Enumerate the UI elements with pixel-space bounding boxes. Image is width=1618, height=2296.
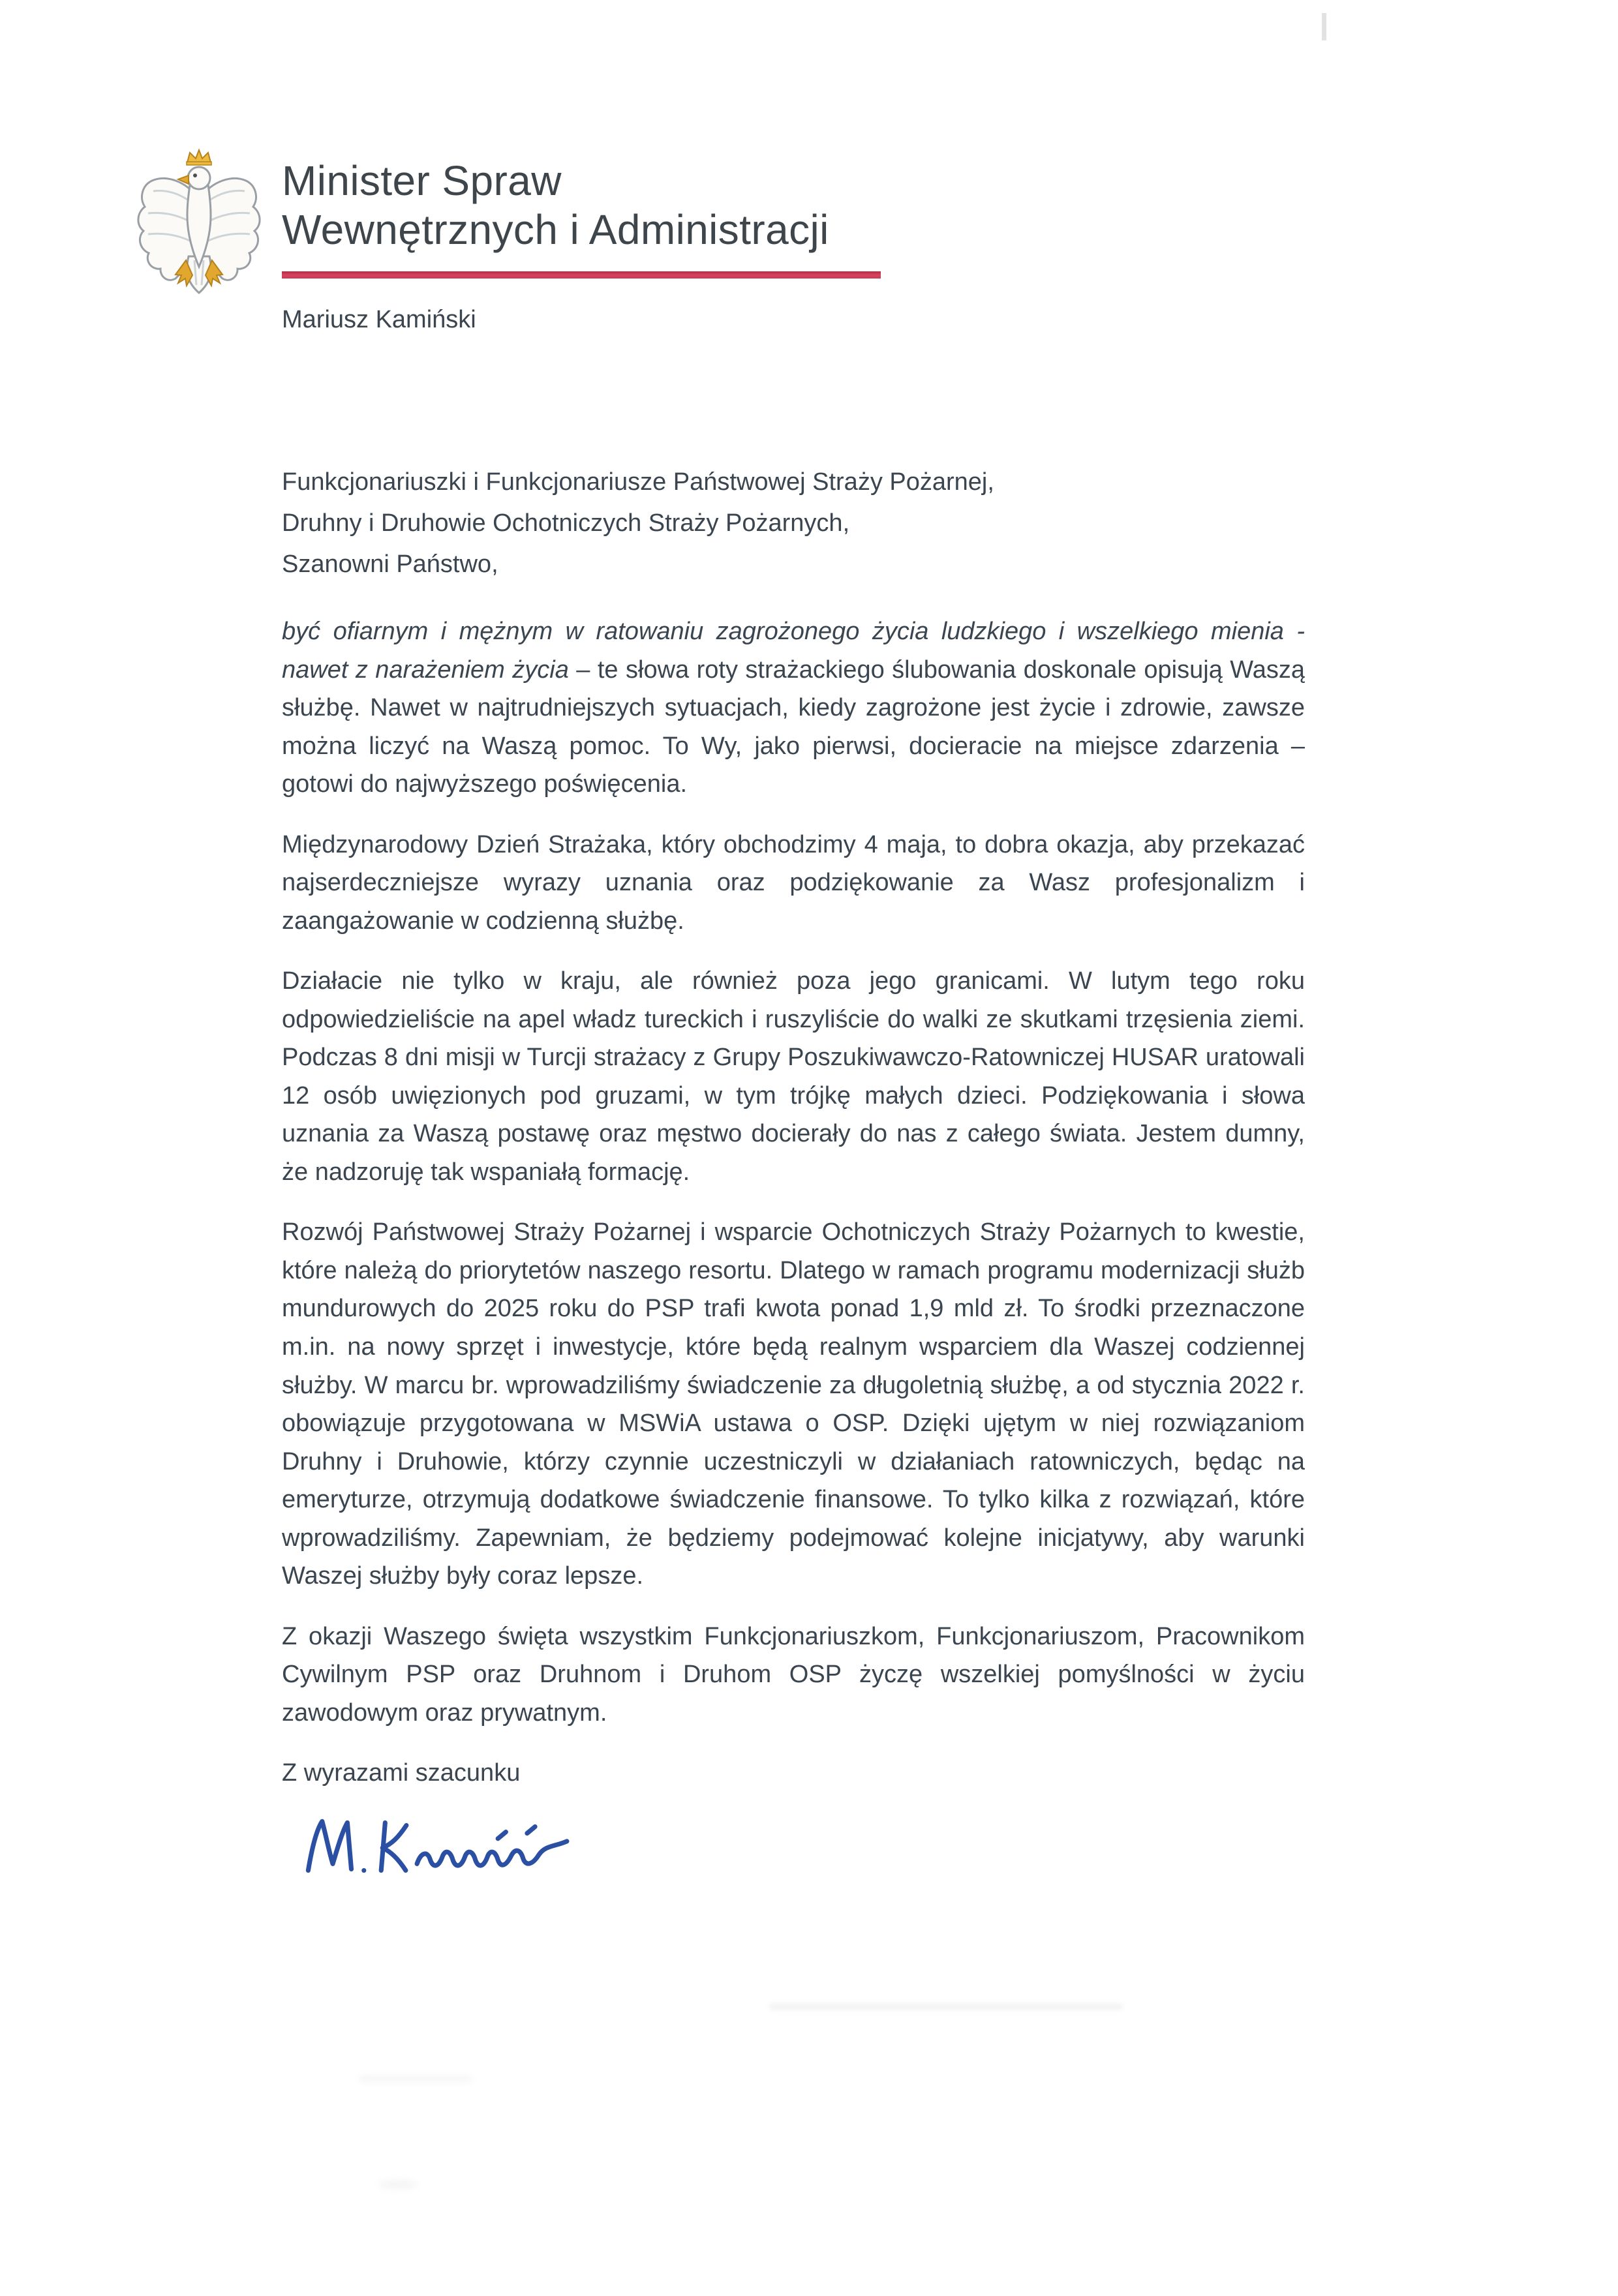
scan-artifact — [770, 2004, 1122, 2010]
salutation-line: Szanowni Państwo, — [282, 551, 498, 579]
signature-ink-icon — [282, 1808, 621, 1888]
paragraph-1 — [282, 612, 1305, 804]
paragraph-4: Rozwój Państwowej Straży Pożarnej i wsparcie Ochotniczych Straży Pożarnych to kwestie, które należą do priorytetów naszego resortu. Dlatego w ramach programu modernizacji służb mundurowych do 2025 roku do PSP trafi kwota ponad 1,9 mld zł. To środki przeznaczone m.in. na nowy sprzęt i inwestycje, które będą realnym wsparciem dla Waszej codziennej służby. W marcu br. wprowadziliśmy świadczenie za długoletnią służbę, a od stycznia 2022 r. obowiązuje przygotowana w MSWiA ustawa o OSP. Dzięki ujętym w niej rozwiązaniom Druhny i Druhowie, którzy czynnie uczestniczyli w działaniach ratowniczych, będąc na emeryturze, otrzymują dodatkowe świadczenie finansowe. To tylko kilka z rozwiązań, które wprowadziliśmy. Zapewniam, że będziemy podejmować kolejne inicjatywy, aby warunki Waszej służby były coraz lepsze. — [282, 1218, 1305, 1590]
scan-artifact — [360, 2076, 471, 2082]
oath-quote-italic: być ofiarnym i mężnym w ratowaniu zagrożonego życia ludzkiego i wszelkiego mienia - nawet z narażeniem życia — [282, 618, 1305, 684]
minister-name: Mariusz Kamiński — [282, 305, 476, 333]
letter-body — [282, 462, 1305, 1888]
letterhead-text — [282, 157, 881, 334]
paragraph-3: Działacie nie tylko w kraju, ale również poza jego granicami. W lutym tego roku odpowiedzieliście na apel władz tureckich i ruszyliście do walki ze skutkami trzęsienia ziemi. Podczas 8 dni misji w Turcji strażacy z Grupy Poszukiwawczo-Ratowniczej HUSAR uratowali 12 osób uwięzionych pod gruzami, w tym trójkę małych dzieci. Podziękowania i słowa uznania za Waszą postawę oraz męstwo docierały do nas z całego świata. Jestem dumny, że nadzoruję tak wspaniałą formację. — [282, 967, 1305, 1186]
paragraph-1-rest: – te słowa roty strażackiego ślubowania doskonale opisują Waszą służbę. Nawet w najtrudniejszych sytuacjach, kiedy zagrożone jest życie i zdrowie, zawsze można liczyć na Waszą pomoc. To Wy, jako pierwsi, docieracie na miejsce zdarzenia – gotowi do najwyższego poświęcenia. — [282, 656, 1305, 798]
scan-artifact — [378, 2180, 418, 2189]
ministry-title-line2: Wewnętrznych i Administracji — [282, 205, 829, 253]
accent-bar — [282, 271, 881, 279]
ministry-title — [282, 157, 881, 254]
paragraph-2: Międzynarodowy Dzień Strażaka, który obchodzimy 4 maja, to dobra okazja, aby przekazać najserdeczniejsze wyrazy uznania oraz podziękowanie za Wasz profesjonalizm i zaangażowanie w codzienną służbę. — [282, 830, 1305, 935]
closing-line: Z wyrazami szacunku — [282, 1759, 521, 1787]
scan-artifact — [1322, 13, 1326, 40]
eagle-icon — [134, 147, 264, 305]
handwritten-signature — [282, 1808, 621, 1888]
salutation — [282, 462, 1305, 585]
salutation-line: Druhny i Druhowie Ochotniczych Straży Pożarnych, — [282, 509, 850, 537]
paragraph-5: Z okazji Waszego święta wszystkim Funkcjonariuszkom, Funkcjonariuszom, Pracownikom Cywilnym PSP oraz Druhnom i Druhom OSP życzę wszelkiej pomyślności w życiu zawodowym oraz prywatnym. — [282, 1622, 1305, 1727]
ministry-title-line1: Minister Spraw — [282, 157, 562, 204]
polish-eagle-emblem — [134, 147, 264, 305]
salutation-line: Funkcjonariuszki i Funkcjonariusze Państwowej Straży Pożarnej, — [282, 468, 994, 496]
